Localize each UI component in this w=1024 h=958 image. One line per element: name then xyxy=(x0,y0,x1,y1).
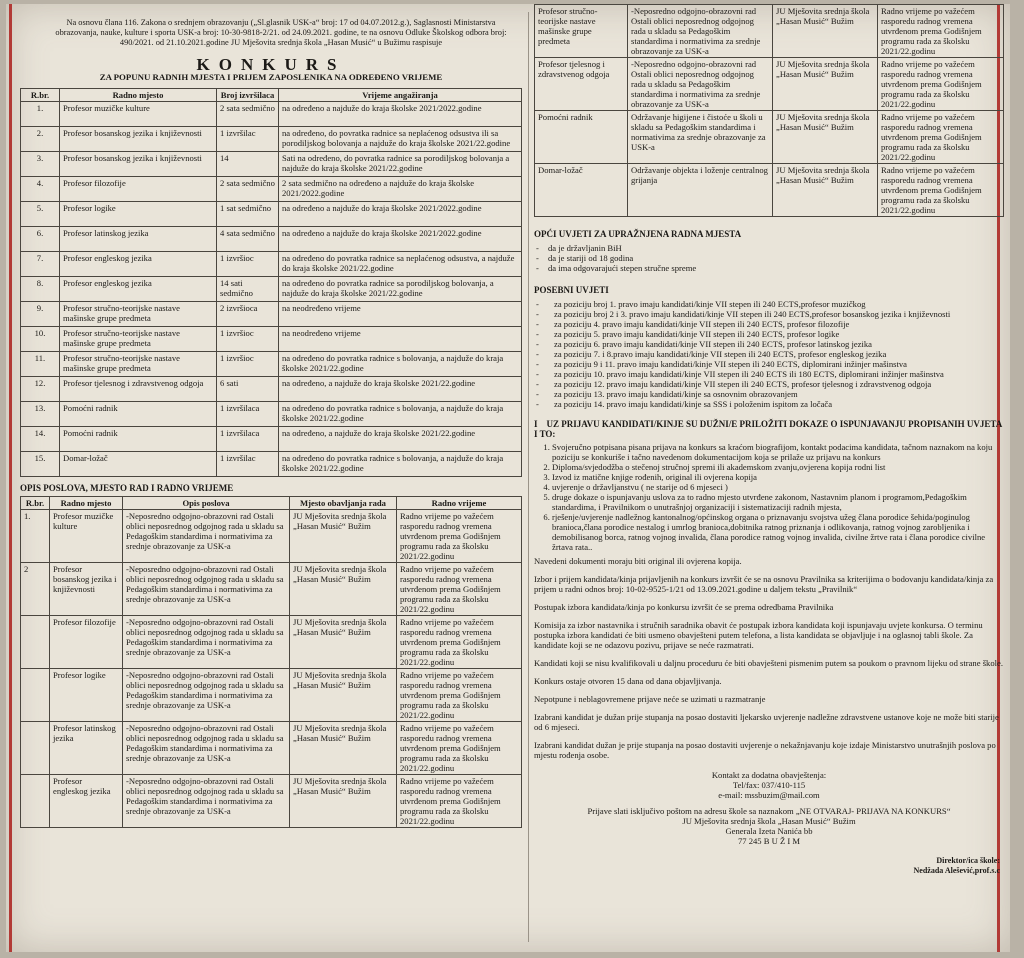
row-workplace: JU Mješovita srednja škola „Hasan Musić“ Bužim xyxy=(773,58,878,111)
row-duties: -Neposredno odgojno-obrazovni rad Ostali oblici neposrednog odgojnog rada u skladu sa Pedagoškim standardima i normativima za srednje obrazovanje za USK-a xyxy=(123,775,290,828)
table-row xyxy=(21,152,522,177)
list-item: - za poziciju 5. pravo imaju kandidati/kinje VII stepen ili 240 ECTS, profesor logike xyxy=(534,329,1004,339)
row-workplace: JU Mješovita srednja škola „Hasan Musić“ Bužim xyxy=(773,5,878,58)
list-item: - da je državljanin BiH xyxy=(534,243,1004,253)
left-red-border xyxy=(9,4,12,952)
table-row xyxy=(21,616,522,669)
row-worktime: Radno vrijeme po važećem rasporedu radnog vremena utvrđenom prema Godišnjem programu rada za školsku 2021/22.godinu xyxy=(397,563,522,616)
header-opis-poslova: Opis poslova xyxy=(123,497,290,510)
table-row xyxy=(21,127,522,152)
table-row xyxy=(21,427,522,452)
row-duties: -Neposredno odgojno-obrazovni rad Ostali oblici neposrednog odgojnog rada u skladu sa Pedagoškim standardima i normativima za srednje obrazovanje za USK-a xyxy=(123,563,290,616)
row-duration: na određeno do povratka radnice sa neplaćenog odsustva, a najduže do kraja školske 2021/22.godine xyxy=(279,252,522,277)
info-paragraph: Postupak izbora kandidata/kinja po konkursu izvršit će se prema odredbama Pravilnika xyxy=(534,602,834,612)
list-item: - za poziciju 12. pravo imaju kandidati/kinje VII stepen ili 240 ECTS, profesor tjelesnog i zdravstvenog odgoja xyxy=(534,379,1004,389)
row-duration: 2 sata sedmično na određeno a najduže do kraja školske 2021/2022.godine xyxy=(279,177,522,202)
row-count: 1 izvršioc xyxy=(217,352,279,377)
row-position: Profesor engleskog jezika xyxy=(60,252,217,277)
list-item: 5. druge dokaze o ispunjavanju uslova za to radno mjesto utvrđene zakonom, Nastavnim planom i programom,Pedagoškim standardima, i Pravilnikom o unutrašnjoj organizaciji i sistematizaciji radnih mjesta, xyxy=(552,492,1004,512)
newspaper-page xyxy=(6,4,1010,952)
row-position: Profesor muzičke kulture xyxy=(60,102,217,127)
list-item: - za poziciju broj 1. pravo imaju kandidati/kinje VII stepen ili 240 ECTS,profesor muzičkog xyxy=(534,299,1004,309)
list-item: - za poziciju 13. pravo imaju kandidati/kinje sa osnovnim obrazovanjem xyxy=(534,389,1004,399)
table-row xyxy=(21,402,522,427)
row-count: 14 xyxy=(217,152,279,177)
row-number: 15. xyxy=(21,452,60,477)
list-item: - za poziciju 7. i 8.pravo imaju kandidati/kinje VII stepen ili 240 ECTS, profesor engleskog jezika xyxy=(534,349,1004,359)
list-item: 2. Diploma/svjedodžba o stečenoj stručnoj spremi ili akademskom zvanju,ovjerena kopija rodni list xyxy=(552,462,1004,472)
row-count: 1 izvršioc xyxy=(217,327,279,352)
row-number xyxy=(21,775,50,828)
column-separator xyxy=(528,12,529,942)
row-count: 1 izvršilaca xyxy=(217,427,279,452)
list-item: 3. Izvod iz matične knjige rođenih, original ili ovjerena kopija xyxy=(552,472,1004,482)
row-duties: -Neposredno odgojno-obrazovni rad Ostali oblici neposrednog odgojnog rada u skladu sa Pedagoškim standardima i normativima za srednje obrazovanje za USK-a xyxy=(628,5,773,58)
table-row xyxy=(535,5,1004,58)
list-item: - da je stariji od 18 godina xyxy=(534,253,1004,263)
info-paragraph: Nepotpune i neblagovremene prijave neće se uzimati u razmatranje xyxy=(534,694,766,704)
row-worktime: Radno vrijeme po važećem rasporedu radnog vremena utvrđenom prema Godišnjem programu rada za školsku 2021/22.godinu xyxy=(397,616,522,669)
row-worktime: Radno vrijeme po važećem rasporedu radnog vremena utvrđenom prema Godišnjem programu rada za školsku 2021/22.godinu xyxy=(878,111,1004,164)
row-duties: -Neposredno odgojno-obrazovni rad Ostali oblici neposrednog odgojnog rada u skladu sa Pedagoškim standardima i normativima za srednje obrazovanje za USK-a xyxy=(123,510,290,563)
contact-heading: Kontakt za dodatna obavještenja: xyxy=(711,770,827,780)
duties-table-continued-body xyxy=(535,5,1004,217)
table-row xyxy=(535,58,1004,111)
address-street: Generala Izeta Nanića bb xyxy=(725,826,813,836)
duties-table-header xyxy=(21,497,522,510)
row-number xyxy=(21,616,50,669)
address-city: 77 245 B U Ž I M xyxy=(737,836,801,846)
posebni-uvjeti-title: POSEBNI UVJETI xyxy=(534,285,609,295)
signature-title: Direktor/ica škole: xyxy=(936,856,1000,865)
row-duties: -Neposredno odgojno-obrazovni rad Ostali oblici neposrednog odgojnog rada u skladu sa Pedagoškim standardima i normativima za srednje obrazovanje za USK-a xyxy=(628,58,773,111)
address-block xyxy=(534,806,1004,846)
row-count: 1 izvršilac xyxy=(217,452,279,477)
row-number: 6. xyxy=(21,227,60,252)
table-row xyxy=(21,177,522,202)
row-duration: na određeno, a najduže do kraja školske 2021/22.godine xyxy=(279,427,522,452)
row-worktime: Radno vrijeme po važećem rasporedu radnog vremena utvrđenom prema Godišnjem programu rada za školsku 2021/22.godinu xyxy=(878,5,1004,58)
list-item: - za poziciju 14. pravo imaju kandidati/kinje sa SSS i položenim ispitom za ločača xyxy=(534,399,1004,409)
info-paragraphs xyxy=(534,556,1004,760)
table-row xyxy=(21,277,522,302)
row-duration: Sati na određeno, do povratka radnice sa porodiljskog bolovanja a najduže do kraja školske 2021/22.godine xyxy=(279,152,522,177)
row-position: Profesor stručno-teorijske nastave mašinske grupe predmeta xyxy=(535,5,628,58)
row-workplace: JU Mješovita srednja škola „Hasan Musić“ Bužim xyxy=(290,775,397,828)
row-count: 2 sata sedmično xyxy=(217,102,279,127)
table-row xyxy=(21,377,522,402)
row-position: Profesor engleskog jezika xyxy=(60,277,217,302)
row-position: Profesor filozofije xyxy=(60,177,217,202)
row-duration: na određeno do povratka radnice sa porodiljskog bolovanja, a najduže do kraja školske 2021/22.godine xyxy=(279,277,522,302)
row-position: Profesor engleskog jezika xyxy=(50,775,123,828)
row-number: 1. xyxy=(21,510,50,563)
row-count: 2 sata sedmično xyxy=(217,177,279,202)
contact-block xyxy=(534,770,1004,800)
info-paragraph: Izabrani kandidat dužan je prije stupanja na posao dostaviti uvjerenje o nekažnjavanju koje izdaje Ministarstvo unutrašnjih poslova po mjestu rođenja osobe. xyxy=(534,740,996,760)
konkurs-subtitle: ZA POPUNU RADNIH MJESTA I PRIJEM ZAPOSLENIKA NA ODREĐENO VRIJEME xyxy=(99,72,443,82)
row-workplace: JU Mješovita srednja škola „Hasan Musić“ Bužim xyxy=(773,164,878,217)
row-duties: -Neposredno odgojno-obrazovni rad Ostali oblici neposrednog odgojnog rada u skladu sa Pedagoškim standardima i normativima za srednje obrazovanje za USK-a xyxy=(123,669,290,722)
konkurs-title: KONKURS xyxy=(196,55,346,74)
row-count: 1 sat sedmično xyxy=(217,202,279,227)
row-duration: na određeno do povratka radnice s bolovanja, a najduže do kraja školske 2021/22.godine xyxy=(279,402,522,427)
row-worktime: Radno vrijeme po važećem rasporedu radnog vremena utvrđenom prema Godišnjem programu rada za školsku 2021/22.godinu xyxy=(397,510,522,563)
list-item: - za poziciju broj 2 i 3. pravo imaju kandidati/kinje VII stepen ili 240 ECTS,profesor bosanskog jezika i književnosti xyxy=(534,309,1004,319)
intro-paragraph: Na osnovu člana 116. Zakona o srednjem obrazovanju („Sl.glasnik USK-a“ broj: 17 od 04.07.2012.g.), Saglasnosti Ministarstva obrazovanja, nauke, kulture i sporta USK-a broj: 10-30-9818-2/21. od 24.09.2021. godine, te na osnovu Odluke Školskog odbora broj: 490/2021. od 21.10.2021.godine JU Mješovita srednja škola „Hasan Musić“ u Bužimu raspisuje xyxy=(55,18,507,47)
row-position: Profesor bosanskog jezika i književnosti xyxy=(50,563,123,616)
opci-uvjeti-list xyxy=(534,243,1004,273)
row-worktime: Radno vrijeme po važećem rasporedu radnog vremena utvrđenom prema Godišnjem programu rada za školsku 2021/22.godinu xyxy=(878,58,1004,111)
row-count: 1 izvršilaca xyxy=(217,402,279,427)
left-column xyxy=(20,4,522,828)
row-number: 10. xyxy=(21,327,60,352)
row-position: Pomoćni radnik xyxy=(60,427,217,452)
row-number: 9. xyxy=(21,302,60,327)
list-item: - za poziciju 10. pravo imaju kandidati/kinje VII stepen ili 240 ECTS ili 180 ECTS, diplomirani inžinjer mašinstva xyxy=(534,369,1004,379)
row-number xyxy=(21,722,50,775)
table-row xyxy=(21,563,522,616)
row-duration: na određeno a najduže do kraja školske 2021/2022.godine xyxy=(279,102,522,127)
header-rbr: R.br. xyxy=(21,497,50,510)
row-count: 1 izvršioc xyxy=(217,252,279,277)
contact-email: e-mail: mssbuzim@mail.com xyxy=(718,790,820,800)
row-duration: na određeno a najduže do kraja školske 2021/2022.godine xyxy=(279,227,522,252)
table-row xyxy=(21,252,522,277)
header-radno-vrijeme: Radno vrijeme xyxy=(397,497,522,510)
row-number: 3. xyxy=(21,152,60,177)
row-worktime: Radno vrijeme po važećem rasporedu radnog vremena utvrđenom prema Godišnjem programu rada za školsku 2021/22.godinu xyxy=(878,164,1004,217)
row-duration: na određeno, a najduže do kraja školske 2021/22.godine xyxy=(279,377,522,402)
row-position: Profesor stručno-teorijske nastave mašinske grupe predmeta xyxy=(60,302,217,327)
address-school: JU Mješovita srednja škola „Hasan Musić“ Bužim xyxy=(682,816,856,826)
row-count: 1 izvršilac xyxy=(217,127,279,152)
row-number: 2. xyxy=(21,127,60,152)
posebni-uvjeti-list xyxy=(534,299,1004,409)
row-worktime: Radno vrijeme po važećem rasporedu radnog vremena utvrđenom prema Godišnjem programu rada za školsku 2021/22.godinu xyxy=(397,775,522,828)
header-radno-mjesto: Radno mjesto xyxy=(50,497,123,510)
row-workplace: JU Mješovita srednja škola „Hasan Musić“ Bužim xyxy=(290,563,397,616)
dokazi-title xyxy=(534,419,1004,439)
list-item: - za poziciju 9 i 11. pravo imaju kandidati/kinje VII stepen ili 240 ECTS, diplomirani inžinjer mašinstva xyxy=(534,359,1004,369)
row-position: Profesor tjelesnog i zdravstvenog odgoja xyxy=(60,377,217,402)
row-position: Profesor muzičke kulture xyxy=(50,510,123,563)
row-number: 2 xyxy=(21,563,50,616)
list-item: - da ima odgovarajući stepen stručne spreme xyxy=(534,263,1004,273)
row-count: 4 sata sedmično xyxy=(217,227,279,252)
row-position: Profesor logike xyxy=(60,202,217,227)
list-item: - za poziciju 4. pravo imaju kandidati/kinje VII stepen ili 240 ECTS, profesor filozofije xyxy=(534,319,1004,329)
row-duration: na određeno a najduže do kraja školske 2021/2022.godine xyxy=(279,202,522,227)
row-count: 6 sati xyxy=(217,377,279,402)
row-position: Profesor stručno-teorijske nastave mašinske grupe predmeta xyxy=(60,327,217,352)
positions-table-body xyxy=(21,102,522,477)
row-workplace: JU Mješovita srednja škola „Hasan Musić“ Bužim xyxy=(290,722,397,775)
row-workplace: JU Mješovita srednja škola „Hasan Musić“ Bužim xyxy=(773,111,878,164)
list-item: 6. rješenje/uvjerenje nadležnog kantonalnog/općinskog organa o priznavanju svojstva užeg člana porodice šehida/poginulog branioca,člana porodice nestalog i umrlog branioca,dobitnika ratnog priznanja i odlikovanja, ratnog vojnog zarobljenika i demobilisanog borca, ratnog vojnog invalida, člana porodice ratnog vojnog invalida, civilne žrtve rata i člana porodice civilne žrtava rata.. xyxy=(552,512,1004,552)
row-number: 1. xyxy=(21,102,60,127)
row-duties: Održavanje objekta i loženje centralnog grijanja xyxy=(628,164,773,217)
table-row xyxy=(21,202,522,227)
row-workplace: JU Mješovita srednja škola „Hasan Musić“ Bužim xyxy=(290,510,397,563)
row-count: 2 izvršioca xyxy=(217,302,279,327)
row-duties: Održavanje higijene i čistoće u školi u skladu sa Pedagoškim standardima i normativima za srednje obrazovanje za USK-a xyxy=(628,111,773,164)
row-position: Pomoćni radnik xyxy=(535,111,628,164)
right-column xyxy=(534,4,1004,876)
row-duties: -Neposredno odgojno-obrazovni rad Ostali oblici neposrednog odgojnog rada u skladu sa Pedagoškim standardima i normativima za srednje obrazovanje za USK-a xyxy=(123,616,290,669)
dokazi-list xyxy=(534,442,1004,552)
row-position: Profesor logike xyxy=(50,669,123,722)
duties-table-continued xyxy=(534,4,1004,217)
row-number: 8. xyxy=(21,277,60,302)
row-number xyxy=(21,669,50,722)
table-row xyxy=(21,452,522,477)
row-position: Profesor latinskog jezika xyxy=(60,227,217,252)
header-broj-izvrsilaca: Broj izvršilaca xyxy=(217,89,279,102)
table-row xyxy=(535,164,1004,217)
opci-uvjeti-title: OPĆI UVJETI ZA UPRAŽNJENA RADNA MJESTA xyxy=(534,229,742,239)
row-number: 12. xyxy=(21,377,60,402)
table-row xyxy=(21,302,522,327)
dokazi-number: I xyxy=(534,419,538,429)
row-position: Profesor tjelesnog i zdravstvenog odgoja xyxy=(535,58,628,111)
table-row xyxy=(21,352,522,377)
info-paragraph: Izbor i prijem kandidata/kinja prijavljenih na konkurs izvršit će se na osnovu Pravilnika sa kriterijima o bodovanju kandidata/kinja za prijem u radni odnos broj: 10-02-9525-1/21 od 13.09.2021.godine u daljem tekstu „Pravilnik“ xyxy=(534,574,994,594)
row-duration: na određeno do povratka radnice s bolovanja, a najduže do kraja školske 2021/22.godine xyxy=(279,352,522,377)
info-paragraph: Kandidati koji se nisu kvalifikovali u daljnu proceduru će biti obavješteni pismenim putem sa poukom o pravnom lijeku od strane škole. xyxy=(534,658,1003,668)
contact-phone: Tel/fax: 037/410-115 xyxy=(732,780,806,790)
info-paragraph: Navedeni dokumenti moraju biti original ili ovjerena kopija. xyxy=(534,556,742,566)
duties-table-body xyxy=(21,510,522,828)
table-row xyxy=(21,722,522,775)
header-vrijeme: Vrijeme angažiranja xyxy=(279,89,522,102)
header-radno-mjesto: Radno mjesto xyxy=(60,89,217,102)
row-position: Domar-ložač xyxy=(535,164,628,217)
info-paragraph: Izabrani kandidat je dužan prije stupanja na posao dostaviti ljekarsko uvjerenje nadležne zdravstvene ustanove koje ne može biti starije od 6 mjeseci. xyxy=(534,712,999,732)
row-number: 4. xyxy=(21,177,60,202)
list-item: 1. Svojeručno potpisana pisana prijava na konkurs sa kraćom biografijom, kontakt podacima kandidata, tačnom naznakom na koju poziciju se konkuriše i tačno navedenom dokumentacijom koja se prilaže uz prijavu na konkurs xyxy=(552,442,1004,462)
header-rbr: R.br. xyxy=(21,89,60,102)
row-duties: -Neposredno odgojno-obrazovni rad Ostali oblici neposrednog odgojnog rada u skladu sa Pedagoškim standardima i normativima za srednje obrazovanje za USK-a xyxy=(123,722,290,775)
header-mjesto-rada: Mjesto obavljanja rada xyxy=(290,497,397,510)
row-worktime: Radno vrijeme po važećem rasporedu radnog vremena utvrđenom prema Godišnjem programu rada za školsku 2021/22.godinu xyxy=(397,722,522,775)
row-duration: na određeno, do povratka radnice sa neplaćenog odsustva ili sa porodiljskog bolovanja a najduže do kraja školske 2021/22.godine xyxy=(279,127,522,152)
opis-section-title: OPIS POSLOVA, MJESTO RAD I RADNO VRIJEME xyxy=(20,483,234,493)
row-position: Profesor bosanskog jezika i književnosti xyxy=(60,152,217,177)
row-worktime: Radno vrijeme po važećem rasporedu radnog vremena utvrđenom prema Godišnjem programu rada za školsku 2021/22.godinu xyxy=(397,669,522,722)
row-duration: na neodređeno vrijeme xyxy=(279,327,522,352)
table-row xyxy=(21,102,522,127)
address-instruction: Prijave slati isključivo poštom na adresu škole sa naznakom „NE OTVARAJ- PRIJAVA NA KONKURS“ xyxy=(587,806,951,816)
row-position: Profesor bosanskog jezika i književnosti xyxy=(60,127,217,152)
signature-name: Nedžada Alešević,prof.s.c xyxy=(913,866,1000,875)
positions-table xyxy=(20,88,522,477)
row-duration: na određeno do povratka radnice s bolovanja, a najduže do kraja školske 2021/22.godine xyxy=(279,452,522,477)
table-row xyxy=(21,227,522,252)
duties-table xyxy=(20,496,522,828)
table-row xyxy=(21,510,522,563)
list-item: - za poziciju 6. pravo imaju kandidati/kinje VII stepen ili 240 ECTS, profesor latinskog jezika xyxy=(534,339,1004,349)
row-position: Profesor filozofije xyxy=(50,616,123,669)
row-count: 14 sati sedmično xyxy=(217,277,279,302)
table-row xyxy=(535,111,1004,164)
row-number: 11. xyxy=(21,352,60,377)
row-position: Profesor latinskog jezika xyxy=(50,722,123,775)
positions-table-header xyxy=(21,89,522,102)
row-position: Pomoćni radnik xyxy=(60,402,217,427)
info-paragraph: Konkurs ostaje otvoren 15 dana od dana objavljivanja. xyxy=(534,676,722,686)
row-position: Domar-ložač xyxy=(60,452,217,477)
row-number: 7. xyxy=(21,252,60,277)
row-workplace: JU Mješovita srednja škola „Hasan Musić“ Bužim xyxy=(290,669,397,722)
row-number: 5. xyxy=(21,202,60,227)
info-paragraph: Komisija za izbor nastavnika i stručnih saradnika obavit će postupak izbora kandidata koji ispunjavaju uvjete konkursa. O terminu postupka izbora kandidati će biti usmeno obavješteni putem telefona, a lista kandidata se objavljuje i na oglasnoj tabli škole. Za kandidate koji se ne odazovu pozivu, prijave se neće razmatrati. xyxy=(534,620,983,650)
list-item: 4. uvjerenje o državljanstvu ( ne starije od 6 mjeseci ) xyxy=(552,482,1004,492)
row-position: Profesor stručno-teorijske nastave mašinske grupe predmeta xyxy=(60,352,217,377)
row-workplace: JU Mješovita srednja škola „Hasan Musić“ Bužim xyxy=(290,616,397,669)
table-row xyxy=(21,327,522,352)
dokazi-heading: UZ PRIJAVU KANDIDATI/KINJE SU DUŽNI/E PRILOŽITI DOKAZE O ISPUNJAVANJU PROPISANIH UVJETA I TO: xyxy=(534,419,1002,439)
table-row xyxy=(21,669,522,722)
row-duration: na neodređeno vrijeme xyxy=(279,302,522,327)
signature-block xyxy=(534,856,1004,876)
row-number: 13. xyxy=(21,402,60,427)
table-row xyxy=(21,775,522,828)
row-number: 14. xyxy=(21,427,60,452)
